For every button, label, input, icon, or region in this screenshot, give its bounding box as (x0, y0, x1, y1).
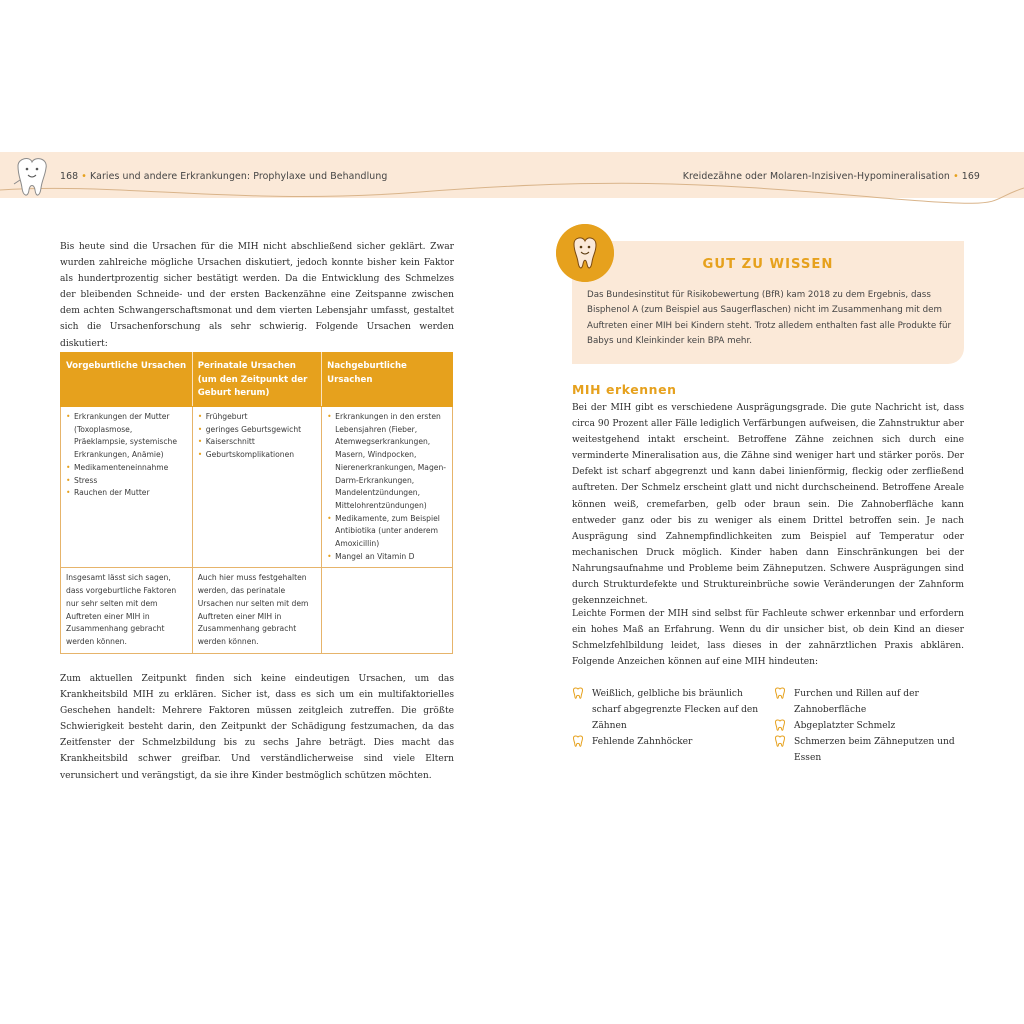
table-header-perinatal: Perinatale Ursachen (um den Zeitpunkt der Geburt herum) (192, 353, 321, 407)
running-header-right (683, 171, 980, 182)
list-item: • Erkrankungen der Mutter (Toxoplasmose, Präeklampsie, systemische Erkrankungen, Anämie) (66, 411, 187, 462)
list-item: • Medikamenteneinnahme (66, 462, 187, 475)
page-number-left: 168 (60, 171, 79, 182)
mih-paragraph-1: Bei der MIH gibt es verschiedene Ausprägungsgrade. Die gute Nachricht ist, dass circa 90 Prozent aller Fälle lediglich Verfärbungen aufweisen, die Zahnstruktur aber weitestgehend intakt erscheint. Betroffene Zähne zeichnen sich durch eine verminderte Mineralisation aus, die Zähne sind weniger hart und stärker porös. Der Defekt ist scharf abgegrenzt und kann dabei linienförmig, fleckig oder zerfließend auftreten. Der Schmelz erscheint glatt und nicht durchscheinend. Betroffene Areale können weiß, cremefarben, gelb oder braun sein. Die Zahnoberfläche kann entweder ganz oder bis zu weniger als einem Drittel betroffen sein. Je nach Ausprägung sind Zahnempfindlichkeiten zum Beispiel auf Temperatur oder mechanischen Druck möglich. Kinder haben dann Einschränkungen bei der Nahrungsaufnahme und Probleme beim Zähneputzen. Schwere Ausprägungen sind durch Strukturdefekte und Struktureinbrüche sowie Veränderungen der Zahnform gekennzeichnet. (572, 403, 964, 607)
list-item: • Erkrankungen in den ersten Lebensjahren (Fieber, Atemwegserkrankungen, Masern, Windpocken, Nierenerkrankungen, Magen-Darm-Erkrankungen, Mandelentzündungen, Mittelohrentzündungen) (327, 411, 447, 513)
running-title-right: Kreidezähne oder Molaren-Inzisiven-Hypomineralisation (682, 171, 950, 182)
sign-text: Fehlende Zahnhöcker (592, 737, 693, 748)
signs-list-left (572, 686, 762, 750)
list-item: • Stress (66, 475, 187, 488)
list-item (572, 686, 762, 734)
sign-text: Schmerzen beim Zähneputzen und Essen (794, 737, 955, 764)
list-item: • geringes Geburtsgewicht (198, 424, 316, 437)
list-item (774, 718, 964, 734)
conclusion-paragraph: Zum aktuellen Zeitpunkt finden sich keine eindeutigen Ursachen, um das Krankheitsbild MIH zu erklären. Sicher ist, dass es sich um ein multifaktorielles Geschehen handelt: Mehrere Faktoren müssen zeitgleich zutreffen. Die größte Schwierigkeit besteht darin, den Zeitpunkt der Schädigung festzumachen, da das Zeitfenster der Schmelzbildung bis zu sechs Jahre beträgt. Dies macht das Krankheitsbild schwer greifbar. Und verständlicherweise sind viele Eltern verunsichert und verängstigt, da sie ihre Kinder bestmöglich schützen möchten. (60, 674, 454, 781)
info-box-title: GUT ZU WISSEN (702, 257, 834, 272)
sign-text: Furchen und Rillen auf der Zahnoberfläche (794, 689, 919, 716)
list-item (572, 734, 762, 750)
header-wave-line (0, 180, 1024, 210)
table-row (61, 568, 453, 653)
table-cell-prenatal-causes (61, 407, 193, 568)
running-title-left: Karies und andere Erkrankungen: Prophylaxe und Behandlung (90, 171, 388, 182)
table-header-prenatal: Vorgeburtliche Ursachen (61, 353, 193, 407)
section-title: MIH erkennen (572, 382, 677, 397)
info-box-text: Das Bundesinstitut für Risikobewertung (BfR) kam 2018 zu dem Ergebnis, dass Bisphenol A (zum Beispiel aus Saugerflaschen) nicht im Zusammenhang mit dem Auftreten einer MIH bei Kindern steht. Trotz alledem enthalten fast alle Produkte für Babys und Kleinkinder kein BPA mehr. (587, 290, 952, 347)
list-item: • Kaiserschnitt (198, 436, 316, 449)
table-note-perinatal: Auch hier muss festgehalten werden, das perinatale Ursachen nur selten mit dem Auftreten einer MIH in Zusammenhang gebracht werden können. (192, 568, 321, 653)
sign-text: Weißlich, gelbliche bis bräunlich scharf abgegrenzte Flecken auf den Zähnen (592, 689, 759, 732)
intro-paragraph: Bis heute sind die Ursachen für die MIH nicht abschließend sicher geklärt. Zwar wurden zahlreiche mögliche Ursachen diskutiert, jedoch konnte bisher kein Faktor als hundertprozentig sicher bestätigt werden. Da die Entwicklung des Schmelzes der bleibenden Schneide- und der ersten Backenzähne eine Zeitspanne zwischen dem achten Schwangerschaftsmonat und dem vierten Lebensjahr umfasst, gestaltet sich die Ursachenforschung als sehr schwierig. Folgende Ursachen werden diskutiert: (60, 242, 454, 349)
table-header-postnatal: Nachgeburtliche Ursachen (322, 353, 453, 407)
table-cell-perinatal-causes (192, 407, 321, 568)
mih-paragraph-2: Leichte Formen der MIH sind selbst für Fachleute schwer erkennbar und erfordern ein hohes Maß an Erfahrung. Wenn du dir unsicher bist, ob dein Kind an dieser Schmelzfehlbildung leidet, lass dieses in der zahnärztlichen Praxis abklären. Folgende Anzeichen können auf eine MIH hindeuten: (572, 609, 964, 668)
sign-text: Abgeplatzter Schmelz (794, 721, 896, 732)
signs-list-right (774, 686, 964, 766)
header-dot: • (953, 171, 959, 182)
table-row (61, 407, 453, 568)
table-note-postnatal (322, 568, 453, 653)
list-item: • Rauchen der Mutter (66, 487, 187, 500)
header-dot: • (81, 171, 87, 182)
list-item: • Frühgeburt (198, 411, 316, 424)
list-item (774, 686, 964, 718)
tooth-bullet-icon (774, 687, 786, 700)
tooth-bullet-icon (774, 719, 786, 732)
page-number-right: 169 (961, 171, 980, 182)
tooth-bullet-icon (774, 735, 786, 748)
tooth-bullet-icon (572, 735, 584, 748)
tooth-bullet-icon (572, 687, 584, 700)
running-header-left (60, 171, 387, 182)
causes-table (60, 352, 453, 654)
tooth-mascot-icon (556, 224, 614, 282)
table-header-row (61, 353, 453, 407)
list-item (774, 734, 964, 766)
list-item: • Geburtskomplikationen (198, 449, 316, 462)
list-item: • Medikamente, zum Beispiel Antibiotika (unter anderem Amoxicillin) (327, 513, 447, 551)
table-note-prenatal: Insgesamt lässt sich sagen, dass vorgeburtliche Faktoren nur sehr selten mit dem Auftreten einer MIH in Zusammenhang gebracht werden können. (61, 568, 193, 653)
tooth-mascot-icon (8, 154, 54, 204)
list-item: • Mangel an Vitamin D (327, 551, 447, 564)
table-cell-postnatal-causes (322, 407, 453, 568)
